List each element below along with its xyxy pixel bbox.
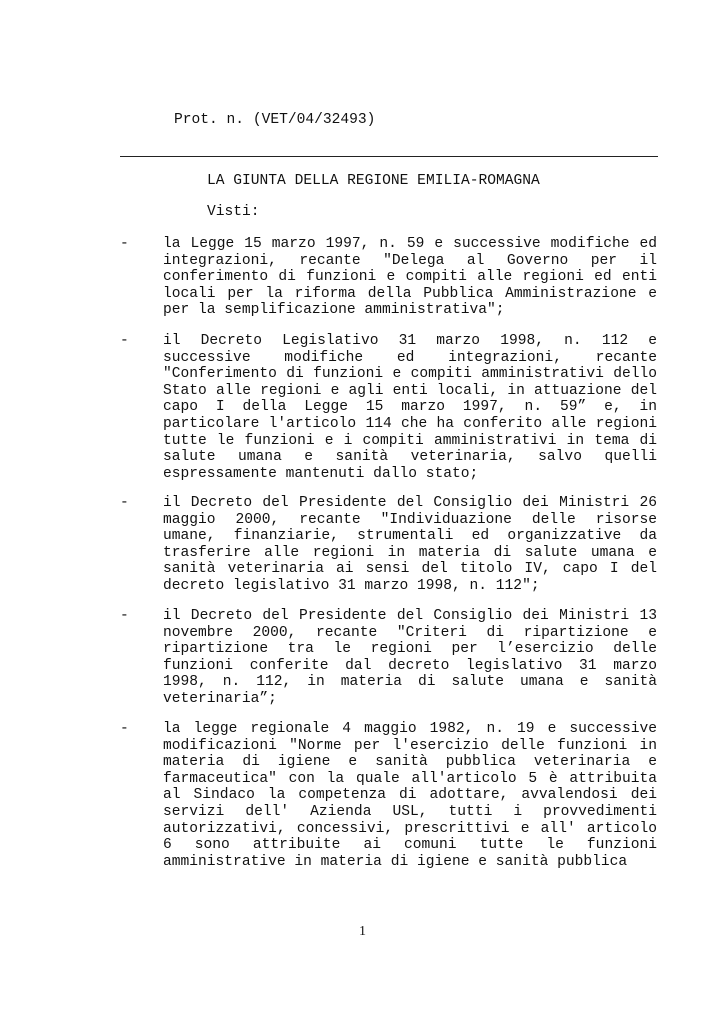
visti-heading: Visti: — [207, 204, 260, 220]
recital-line: al Sindaco la competenza di adottare, avvalendosi dei — [163, 787, 657, 804]
recital-text — [163, 495, 657, 595]
recital-line: Stato alle regioni e agli enti locali, in attuazione del — [163, 382, 657, 399]
recital-line: novembre 2000, recante "Criteri di ripartizione e — [163, 624, 657, 641]
recital-line: per la semplificazione amministrativa"; — [163, 302, 505, 319]
recital-line: ripartizione tra le regioni per l’esercizio delle — [163, 641, 657, 658]
recital-line: 1998, n. 112, in materia di salute umana e sanità — [163, 674, 657, 691]
header-rule — [120, 156, 658, 157]
recital-text — [163, 721, 657, 870]
recital-line: integrazioni, recante "Delega al Governo per il — [163, 252, 657, 269]
document-title: LA GIUNTA DELLA REGIONE EMILIA-ROMAGNA — [207, 173, 540, 189]
page-number: 1 — [359, 924, 366, 939]
bullet-dash: - — [120, 721, 129, 737]
recital-line: il Decreto del Presidente del Consiglio dei Ministri 26 — [163, 495, 657, 511]
recital-line: umane, finanziarie, strumentali ed organizzative da — [163, 528, 657, 545]
recital-line: la legge regionale 4 maggio 1982, n. 19 e successive — [163, 721, 657, 737]
recital-text — [163, 333, 657, 482]
bullet-dash: - — [120, 495, 129, 511]
recital-text — [163, 608, 657, 708]
recital-line: particolare l'articolo 114 che ha conferito alle regioni — [163, 415, 657, 432]
recital-line: 6 sono attribuite ai comuni tutte le funzioni — [163, 837, 657, 854]
bullet-dash: - — [120, 608, 129, 624]
recital-line: materia di igiene e sanità pubblica veterinaria e — [163, 754, 657, 771]
recital-line: capo I della Legge 15 marzo 1997, n. 59” e, in — [163, 399, 657, 416]
recital-line: farmaceutica" con la quale all'articolo 5 è attribuita — [163, 770, 657, 787]
recital-line: "Conferimento di funzioni e compiti amministrativi dello — [163, 366, 657, 383]
recital-line: espressamente mantenuti dallo stato; — [163, 465, 479, 482]
recital-line: amministrative in materia di igiene e sanità pubblica — [163, 853, 628, 870]
recital-line: servizi dell' Azienda USL, tutti i provvedimenti — [163, 803, 657, 820]
recital-line: modificazioni "Norme per l'esercizio delle funzioni in — [163, 737, 657, 754]
bullet-dash: - — [120, 236, 129, 252]
recital-line: trasferire alle regioni in materia di salute umana e — [163, 544, 657, 561]
recital-line: autorizzativi, concessivi, prescrittivi e all' articolo — [163, 820, 657, 837]
recital-line: successive modifiche ed integrazioni, recante — [163, 349, 657, 366]
bullet-dash: - — [120, 333, 129, 349]
recital-line: maggio 2000, recante "Individuazione delle risorse — [163, 511, 657, 528]
recital-text — [163, 236, 657, 319]
recital-line: funzioni conferite dal decreto legislativo 31 marzo — [163, 657, 657, 674]
recital-line: decreto legislativo 31 marzo 1998, n. 112"; — [163, 577, 540, 594]
recital-line: locali per la riforma della Pubblica Amministrazione e — [163, 285, 657, 302]
protocol-number: Prot. n. (VET/04/32493) — [174, 112, 376, 128]
recital-line: il Decreto del Presidente del Consiglio dei Ministri 13 — [163, 608, 657, 624]
recital-line: conferimento di funzioni e compiti alle regioni ed enti — [163, 269, 657, 286]
recital-line: tutte le funzioni e i compiti amministrativi in tema di — [163, 432, 657, 449]
recital-line: sanità veterinaria ai sensi del titolo IV, capo I del — [163, 561, 657, 578]
recital-line: la Legge 15 marzo 1997, n. 59 e successive modifiche ed — [163, 236, 657, 252]
recital-line: il Decreto Legislativo 31 marzo 1998, n. 112 e — [163, 333, 657, 349]
recital-line: veterinaria”; — [163, 690, 277, 707]
recital-line: salute umana e sanità veterinaria, salvo quelli — [163, 449, 657, 466]
